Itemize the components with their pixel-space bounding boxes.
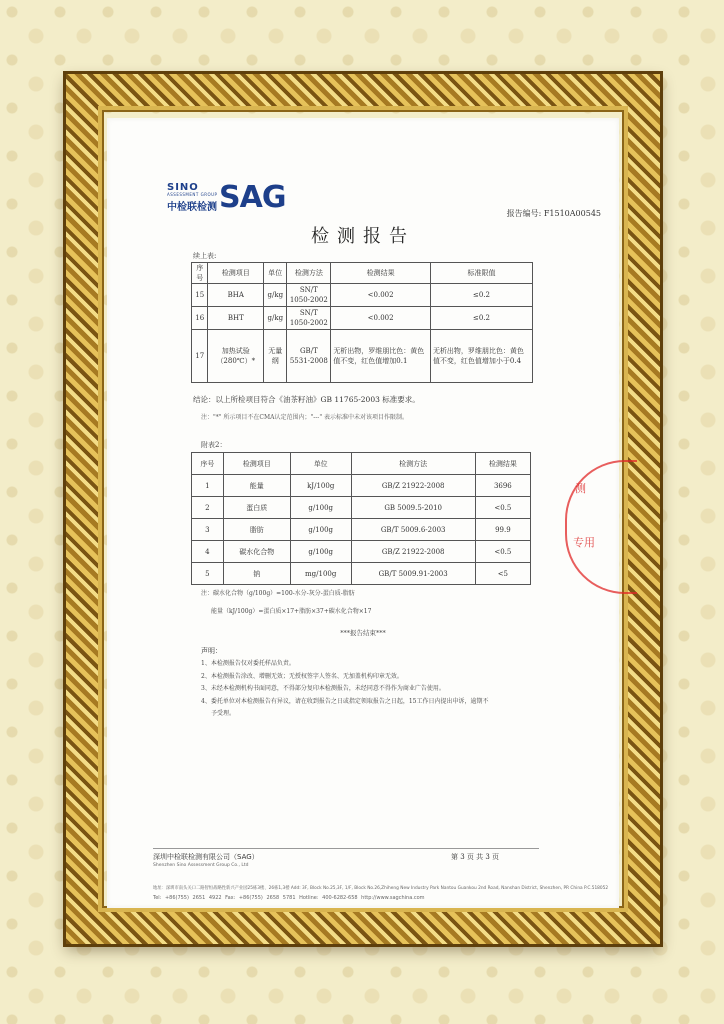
table-header-cell: 标准限值: [430, 263, 532, 284]
table-row: [192, 519, 531, 541]
table-cell: 能量: [223, 475, 290, 497]
table-cell: <0.002: [331, 284, 431, 307]
list-item: 4、委托单位对本检测报告有异议，请在收到报告之日或指定领取报告之日起，15工作日内提出申诉，逾期不: [201, 697, 489, 705]
footer-divider: [153, 848, 539, 849]
list-item: 3、未经本检测机构书面同意，不得部分复印本检测报告，未经同意不得作为商业广告使用。: [201, 685, 445, 692]
nutrition-table: [191, 452, 531, 585]
table-cell: 碳水化合物: [223, 541, 290, 563]
results-table: [191, 262, 533, 383]
table-header-cell: 序号: [192, 453, 224, 475]
sag-logo: [167, 180, 286, 215]
footer-company-en: Shenzhen Sino Assessment Group Co., Ltd: [153, 863, 249, 868]
table-cell: 脂肪: [223, 519, 290, 541]
table-cell: ≤0.2: [430, 284, 532, 307]
footer-contact: Tel: +86(755) 2651 4922 Fax: +86(755) 2658 5781 Hotline: 400-6282-658 http://www.sagchina.com: [153, 895, 425, 901]
table-note: 注："*" 所示项目不在CMA认定范围内；"---" 表示标准中未对该项目作限制。: [201, 414, 409, 421]
table-cell: 无量纲: [264, 330, 287, 383]
table-cell: <0.002: [331, 307, 431, 330]
table-cell: g/100g: [290, 519, 351, 541]
table-row: [192, 284, 533, 307]
table-cell: ≤0.2: [430, 307, 532, 330]
seal-char: 测: [575, 482, 586, 495]
table-cell: 5: [192, 563, 224, 585]
table-cell: 1: [192, 475, 224, 497]
table-header-cell: 检测方法: [351, 453, 475, 475]
table-cell: BHA: [208, 284, 264, 307]
logo-sino: SINO: [167, 182, 199, 193]
appendix-title: 附表2：: [201, 441, 227, 449]
table-cell: SN/T 1050-2002: [287, 284, 331, 307]
table-header-cell: 序号: [192, 263, 208, 284]
table-row: [192, 563, 531, 585]
list-item: 予受理。: [211, 710, 236, 717]
declaration-list: [201, 658, 521, 721]
formula-note: 能量（kJ/100g）=蛋白质×17+脂肪×37+碳水化合物×17: [211, 608, 372, 615]
table-cell: 17: [192, 330, 208, 383]
table-cell: mg/100g: [290, 563, 351, 585]
list-item: 2、本检测报告涂改、增删无效；无授权签字人签名、无加盖机构印章无效。: [201, 672, 403, 680]
table-cell: <5: [475, 563, 530, 585]
report-number: 报告编号: F1510A00545: [506, 209, 601, 218]
table-cell: g/kg: [264, 307, 287, 330]
report-end-marker: ***报告结束***: [340, 629, 386, 637]
table-row: [192, 497, 531, 519]
table-cell: GB/T 5009.91-2003: [351, 563, 475, 585]
table-row: [192, 475, 531, 497]
table-cell: 钠: [223, 563, 290, 585]
table-header-cell: 检测结果: [331, 263, 431, 284]
table-cell: 蛋白质: [223, 497, 290, 519]
table-cell: g/100g: [290, 541, 351, 563]
table-cell: kJ/100g: [290, 475, 351, 497]
table-cell: GB 5009.5-2010: [351, 497, 475, 519]
table-cell: GB/Z 21922-2008: [351, 541, 475, 563]
table-cell: 3: [192, 519, 224, 541]
declaration-title: 声明：: [201, 647, 222, 655]
conclusion-text: 结论：以上所检项目符合《油茶籽油》GB 11765-2003 标准要求。: [193, 395, 420, 404]
table-cell: 加热试验（280℃）*: [208, 330, 264, 383]
table-header-row: [192, 263, 533, 284]
report-page: [107, 118, 619, 908]
table-cell: GB/T 5531-2008: [287, 330, 331, 383]
table-header-row: [192, 453, 531, 475]
footer-company: 深圳中检联检测有限公司（SAG）: [153, 853, 259, 861]
table-cell: BHT: [208, 307, 264, 330]
table-cell: 15: [192, 284, 208, 307]
table-header-cell: 单位: [264, 263, 287, 284]
table-row: [192, 541, 531, 563]
footer-page-number: 第 3 页 共 3 页: [451, 853, 500, 861]
table-cell: <0.5: [475, 497, 530, 519]
table-header-cell: 检测方法: [287, 263, 331, 284]
inspection-seal: [565, 460, 637, 594]
page-title: 检测报告: [311, 226, 415, 247]
table-cell: <0.5: [475, 541, 530, 563]
formula-note: 注：碳水化合物（g/100g）=100-水分-灰分-蛋白质-脂肪: [201, 590, 355, 597]
table-cell: 99.9: [475, 519, 530, 541]
table-cell: SN/T 1050-2002: [287, 307, 331, 330]
logo-group: ASSESSMENT GROUP: [167, 192, 218, 197]
table-cell: 4: [192, 541, 224, 563]
table-header-cell: 单位: [290, 453, 351, 475]
table-header-cell: 检测项目: [223, 453, 290, 475]
logo-brand: SAG: [219, 180, 286, 215]
logo-cn: 中检联检测: [167, 202, 217, 213]
table-cell: 3696: [475, 475, 530, 497]
table-cell: g/100g: [290, 497, 351, 519]
table-cell: 无析出物，罗维朋比色：黄色值不变，红色值增加0.1: [331, 330, 431, 383]
table-row: [192, 330, 533, 383]
table-cell: g/kg: [264, 284, 287, 307]
table-header-cell: 检测项目: [208, 263, 264, 284]
table-row: [192, 307, 533, 330]
table-cell: GB/Z 21922-2008: [351, 475, 475, 497]
list-item: 1、本检测报告仅对委托样品负责。: [201, 660, 295, 667]
table-cell: GB/T 5009.6-2003: [351, 519, 475, 541]
continued-label: 续上表:: [193, 252, 217, 260]
footer-address: 地址：深圳市南头关口二路智恒战略性新兴产业园25栋3楼、26栋1,3楼 Add: 3F, Block No.25,3F, 1/F, Block No.26,Zhiheng New Industry Park Nantou Guankou 2nd Road, Nanshan District, Shenzhen, PR China P.C.518052: [153, 886, 609, 891]
table-cell: 16: [192, 307, 208, 330]
table-header-cell: 检测结果: [475, 453, 530, 475]
table-cell: 2: [192, 497, 224, 519]
seal-char: 专用: [573, 536, 595, 549]
table-cell: 无析出物，罗维朋比色：黄色值不变，红色值增加小于0.4: [430, 330, 532, 383]
